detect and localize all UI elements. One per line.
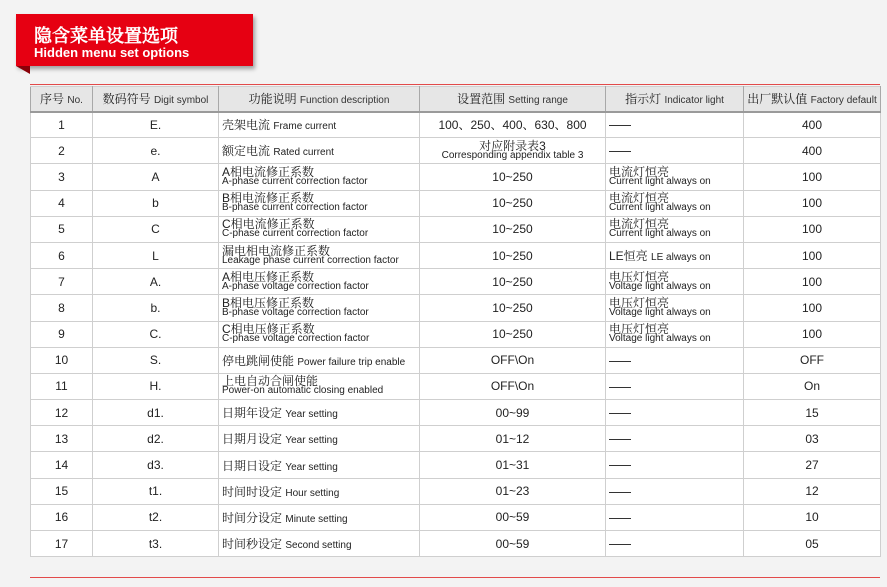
cell-no: 12 bbox=[31, 400, 93, 426]
cell-no: 13 bbox=[31, 426, 93, 452]
banner-title-en: Hidden menu set options bbox=[34, 45, 190, 60]
cell-function: 时间时设定 Hour setting bbox=[219, 478, 420, 504]
cell-no: 2 bbox=[31, 138, 93, 164]
cell-function: 壳架电流 Frame current bbox=[219, 112, 420, 138]
cell-no: 17 bbox=[31, 531, 93, 557]
top-divider bbox=[30, 84, 880, 85]
cell-range: 10~250 bbox=[420, 190, 606, 216]
cell-digit: A. bbox=[93, 269, 219, 295]
cell-function: 停电跳闸使能 Power failure trip enable bbox=[219, 347, 420, 373]
table-row bbox=[31, 400, 881, 426]
cell-function: A相电压修正系数 A-phase voltage correction factor bbox=[219, 269, 420, 295]
cell-range: 00~59 bbox=[420, 531, 606, 557]
header-light: 指示灯 Indicator light bbox=[606, 87, 744, 112]
header-function: 功能说明 Function description bbox=[219, 87, 420, 112]
cell-function: 日期月设定 Year setting bbox=[219, 426, 420, 452]
cell-digit: C bbox=[93, 216, 219, 242]
table-row bbox=[31, 216, 881, 242]
table-body bbox=[31, 112, 881, 557]
table-row bbox=[31, 269, 881, 295]
cell-digit: d3. bbox=[93, 452, 219, 478]
cell-range: 01~12 bbox=[420, 426, 606, 452]
dash-mark bbox=[609, 465, 631, 466]
cell-default: OFF bbox=[744, 347, 881, 373]
cell-function: 时间分设定 Minute setting bbox=[219, 504, 420, 530]
cell-default: 100 bbox=[744, 190, 881, 216]
cell-no: 3 bbox=[31, 164, 93, 190]
cell-no: 15 bbox=[31, 478, 93, 504]
cell-indicator bbox=[606, 478, 744, 504]
cell-indicator bbox=[606, 452, 744, 478]
cell-default: 100 bbox=[744, 216, 881, 242]
cell-function: A相电流修正系数 A-phase current correction factor bbox=[219, 164, 420, 190]
cell-indicator bbox=[606, 347, 744, 373]
cell-range: 对应附录表3 Corresponding appendix table 3 bbox=[420, 138, 606, 164]
cell-function: C相电流修正系数 C-phase current correction factor bbox=[219, 216, 420, 242]
cell-indicator: 电压灯恒亮 Voltage light always on bbox=[606, 295, 744, 321]
cell-no: 7 bbox=[31, 269, 93, 295]
cell-no: 10 bbox=[31, 347, 93, 373]
bottom-divider bbox=[30, 577, 880, 578]
table-row bbox=[31, 295, 881, 321]
cell-range: OFF\On bbox=[420, 347, 606, 373]
cell-default: 100 bbox=[744, 164, 881, 190]
cell-no: 4 bbox=[31, 190, 93, 216]
cell-digit: S. bbox=[93, 347, 219, 373]
cell-range: OFF\On bbox=[420, 373, 606, 399]
cell-no: 9 bbox=[31, 321, 93, 347]
cell-default: 12 bbox=[744, 478, 881, 504]
cell-digit: t2. bbox=[93, 504, 219, 530]
table-row bbox=[31, 426, 881, 452]
dash-mark bbox=[609, 151, 631, 152]
cell-no: 8 bbox=[31, 295, 93, 321]
dash-mark bbox=[609, 125, 631, 126]
cell-digit: b. bbox=[93, 295, 219, 321]
dash-mark bbox=[609, 518, 631, 519]
dash-mark bbox=[609, 544, 631, 545]
cell-default: 05 bbox=[744, 531, 881, 557]
banner-fold bbox=[16, 66, 30, 74]
cell-range: 00~59 bbox=[420, 504, 606, 530]
cell-function: 漏电相电流修正系数 Leakage phase current correction factor bbox=[219, 242, 420, 268]
banner-title-zh: 隐含菜单设置选项 bbox=[34, 26, 178, 46]
cell-range: 01~23 bbox=[420, 478, 606, 504]
cell-range: 10~250 bbox=[420, 321, 606, 347]
cell-function: 额定电流 Rated current bbox=[219, 138, 420, 164]
cell-range: 10~250 bbox=[420, 269, 606, 295]
cell-indicator: 电流灯恒亮 Current light always on bbox=[606, 190, 744, 216]
cell-function: 时间秒设定 Second setting bbox=[219, 531, 420, 557]
cell-range: 10~250 bbox=[420, 242, 606, 268]
cell-indicator bbox=[606, 531, 744, 557]
cell-range: 10~250 bbox=[420, 164, 606, 190]
table-header-row bbox=[31, 87, 881, 112]
cell-digit: C. bbox=[93, 321, 219, 347]
cell-range: 00~99 bbox=[420, 400, 606, 426]
cell-indicator: 电压灯恒亮 Voltage light always on bbox=[606, 321, 744, 347]
cell-digit: b bbox=[93, 190, 219, 216]
cell-default: 27 bbox=[744, 452, 881, 478]
table-row bbox=[31, 190, 881, 216]
cell-function: 日期年设定 Year setting bbox=[219, 400, 420, 426]
table-row bbox=[31, 138, 881, 164]
cell-digit: d2. bbox=[93, 426, 219, 452]
cell-indicator bbox=[606, 138, 744, 164]
cell-no: 14 bbox=[31, 452, 93, 478]
dash-mark bbox=[609, 387, 631, 388]
hidden-menu-table bbox=[30, 86, 881, 557]
cell-indicator: LE恒亮 LE always on bbox=[606, 242, 744, 268]
cell-default: 03 bbox=[744, 426, 881, 452]
header-range: 设置范围 Setting range bbox=[420, 87, 606, 112]
table-row bbox=[31, 452, 881, 478]
table-row bbox=[31, 531, 881, 557]
cell-indicator: 电流灯恒亮 Current light always on bbox=[606, 164, 744, 190]
cell-digit: A bbox=[93, 164, 219, 190]
cell-indicator bbox=[606, 400, 744, 426]
cell-range: 01~31 bbox=[420, 452, 606, 478]
cell-function: B相电流修正系数 B-phase current correction factor bbox=[219, 190, 420, 216]
dash-mark bbox=[609, 439, 631, 440]
cell-no: 16 bbox=[31, 504, 93, 530]
cell-function: C相电压修正系数 C-phase voltage correction factor bbox=[219, 321, 420, 347]
cell-function: 日期日设定 Year setting bbox=[219, 452, 420, 478]
cell-function: B相电压修正系数 B-phase voltage correction factor bbox=[219, 295, 420, 321]
header-default: 出厂默认值 Factory default bbox=[744, 87, 881, 112]
cell-default: 400 bbox=[744, 112, 881, 138]
header-no: 序号 No. bbox=[31, 87, 93, 112]
cell-default: 100 bbox=[744, 321, 881, 347]
section-banner bbox=[16, 14, 253, 66]
table-row bbox=[31, 112, 881, 138]
cell-no: 6 bbox=[31, 242, 93, 268]
table-row bbox=[31, 347, 881, 373]
cell-default: 10 bbox=[744, 504, 881, 530]
dash-mark bbox=[609, 413, 631, 414]
cell-digit: d1. bbox=[93, 400, 219, 426]
cell-default: 400 bbox=[744, 138, 881, 164]
header-digit: 数码符号 Digit symbol bbox=[93, 87, 219, 112]
cell-no: 5 bbox=[31, 216, 93, 242]
cell-digit: E. bbox=[93, 112, 219, 138]
table-row bbox=[31, 478, 881, 504]
table-row bbox=[31, 373, 881, 399]
cell-digit: e. bbox=[93, 138, 219, 164]
cell-range: 10~250 bbox=[420, 216, 606, 242]
cell-indicator bbox=[606, 426, 744, 452]
cell-indicator bbox=[606, 504, 744, 530]
table-row bbox=[31, 242, 881, 268]
table-row bbox=[31, 504, 881, 530]
cell-range: 100、250、400、630、800 bbox=[420, 112, 606, 138]
cell-indicator: 电压灯恒亮 Voltage light always on bbox=[606, 269, 744, 295]
cell-range: 10~250 bbox=[420, 295, 606, 321]
cell-no: 1 bbox=[31, 112, 93, 138]
cell-default: 100 bbox=[744, 269, 881, 295]
cell-digit: t1. bbox=[93, 478, 219, 504]
cell-default: 100 bbox=[744, 295, 881, 321]
table-row bbox=[31, 164, 881, 190]
cell-indicator: 电流灯恒亮 Current light always on bbox=[606, 216, 744, 242]
cell-digit: L bbox=[93, 242, 219, 268]
cell-indicator bbox=[606, 373, 744, 399]
cell-indicator bbox=[606, 112, 744, 138]
cell-digit: t3. bbox=[93, 531, 219, 557]
table-row bbox=[31, 321, 881, 347]
cell-default: On bbox=[744, 373, 881, 399]
cell-default: 15 bbox=[744, 400, 881, 426]
cell-digit: H. bbox=[93, 373, 219, 399]
dash-mark bbox=[609, 361, 631, 362]
cell-default: 100 bbox=[744, 242, 881, 268]
cell-function: 上电自动合闸使能 Power-on automatic closing enabled bbox=[219, 373, 420, 399]
cell-no: 11 bbox=[31, 373, 93, 399]
dash-mark bbox=[609, 492, 631, 493]
